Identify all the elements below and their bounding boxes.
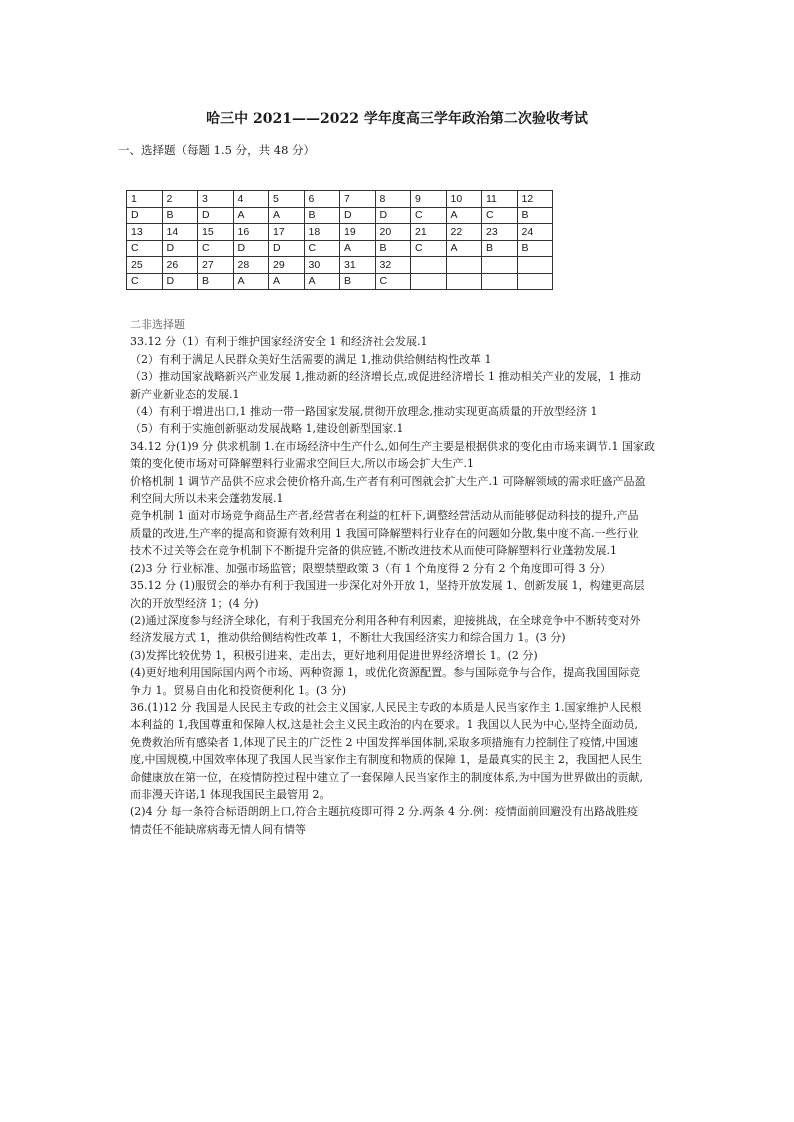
section-heading-nonchoice: 二非选择题: [130, 318, 185, 331]
question-number-cell: 25: [127, 257, 163, 274]
question-number-cell: 17: [269, 224, 305, 241]
answer-cell: C: [411, 240, 447, 257]
section-heading-choice: 一、选择题（每题 1.5 分，共 48 分）: [118, 143, 316, 157]
answer-text-line: （4）有利于增进出口,1 推动一带一路国家发展,贯彻开放理念,推动实现更高质量的开放型经济 1: [130, 405, 598, 419]
answer-cell: B: [482, 240, 518, 257]
answer-cell: C: [127, 273, 163, 290]
question-number-cell: [411, 257, 447, 274]
answer-text-line: （5）有利于实施创新驱动发展战略 1,建设创新型国家.1: [130, 422, 404, 436]
answer-cell: B: [375, 240, 411, 257]
answer-text-line: 策的变化使市场对可降解塑料行业需求空间巨大,所以市场会扩大生产.1: [130, 457, 474, 471]
answer-text-line: 价格机制 1 调节产品供不应求会使价格升高,生产者有利可图就会扩大生产.1 可降解领域的需求旺盛产品盈: [130, 474, 646, 488]
answer-table: [126, 190, 553, 290]
answer-text-line: 新产业新业态的发展.1: [130, 387, 240, 401]
answer-cell: C: [304, 240, 340, 257]
question-number-cell: 1: [127, 191, 163, 208]
question-number-cell: 8: [375, 191, 411, 208]
question-number-row: [127, 191, 553, 208]
question-number-cell: 10: [446, 191, 482, 208]
answer-cell: A: [446, 207, 482, 224]
answer-cell: D: [127, 207, 163, 224]
answer-cell: D: [162, 273, 198, 290]
answer-cell: B: [198, 273, 234, 290]
answer-cell: A: [269, 273, 305, 290]
question-number-cell: 2: [162, 191, 198, 208]
answer-text-line: 33.12 分（1）有利于维护国家经济安全 1 和经济社会发展.1: [130, 335, 428, 349]
answer-text-line: 而非漫天许诺,1 体现我国民主最管用 2。: [130, 787, 331, 801]
answer-text-line: 次的开放型经济 1；(4 分): [130, 596, 259, 610]
answer-cell: D: [233, 240, 269, 257]
answer-cell: A: [340, 240, 376, 257]
answer-text-line: (2)4 分 每一条符合标语朗朗上口,符合主题抗疫即可得 2 分.两条 4 分.例：疫情面前回避没有出路战胜疫: [130, 805, 639, 819]
answer-cell: B: [517, 207, 553, 224]
question-number-cell: 15: [198, 224, 234, 241]
answer-text-line: (4)更好地利用国际国内两个市场、两种资源 1，或优化资源配置。参与国际竞争与合作，提高我国国际竞: [130, 666, 641, 680]
question-number-cell: 26: [162, 257, 198, 274]
answer-cell: C: [375, 273, 411, 290]
answer-text-line: 争力 1。贸易自由化和投资便利化 1。(3 分): [130, 683, 347, 697]
answer-cell: A: [233, 207, 269, 224]
answer-text-body: [130, 316, 678, 838]
answer-text-line: 利空间大所以未来会蓬勃发展.1: [130, 492, 284, 506]
question-number-cell: 21: [411, 224, 447, 241]
answer-text-line: 本利益的 1,我国尊重和保障人权,这是社会主义民主政治的内在要求。1 我国以人民为中心,坚持全面动员,: [130, 718, 638, 732]
answer-text-line: 36.(1)12 分 我国是人民民主专政的社会主义国家,人民民主专政的本质是人民当家作主 1.国家维护人民根: [130, 700, 642, 714]
question-number-cell: 14: [162, 224, 198, 241]
question-number-cell: 20: [375, 224, 411, 241]
question-number-cell: 5: [269, 191, 305, 208]
answer-cell: B: [304, 207, 340, 224]
question-number-cell: 13: [127, 224, 163, 241]
answer-row: [127, 207, 553, 224]
answer-cell: C: [198, 240, 234, 257]
answer-row: [127, 240, 553, 257]
answer-text-line: (2)3 分 行业标准、加强市场监管；限塑禁塑政策 3（有 1 个角度得 2 分有 2 个角度即可得 3 分）: [130, 561, 612, 575]
question-number-cell: 4: [233, 191, 269, 208]
answer-cell: A: [233, 273, 269, 290]
question-number-cell: 19: [340, 224, 376, 241]
answer-row: [127, 273, 553, 290]
answer-cell: A: [446, 240, 482, 257]
answer-cell: A: [269, 207, 305, 224]
question-number-cell: [482, 257, 518, 274]
answer-text-line: 情责任不能缺席病毒无情人间有情等: [130, 822, 306, 836]
answer-text-line: 竞争机制 1 面对市场竞争商品生产者,经营者在利益的杠杆下,调整经营活动从而能够促动科技的提升,产品: [130, 509, 639, 523]
answer-text-line: （3）推动国家战略新兴产业发展 1,推动新的经济增长点,或促进经济增长 1 推动相关产业的发展，1 推动: [130, 370, 641, 384]
question-number-cell: 24: [517, 224, 553, 241]
answer-cell: D: [340, 207, 376, 224]
answer-text-line: 34.12 分(1)9 分 供求机制 1.在市场经济中生产什么,如何生产主要是根据供求的变化由市场来调节.1 国家政: [130, 439, 656, 453]
answer-cell: C: [411, 207, 447, 224]
answer-cell: C: [127, 240, 163, 257]
question-number-row: [127, 224, 553, 241]
answer-cell: [517, 273, 553, 290]
question-number-row: [127, 257, 553, 274]
answer-cell: [411, 273, 447, 290]
answer-cell: D: [198, 207, 234, 224]
answer-cell: [446, 273, 482, 290]
question-number-cell: [517, 257, 553, 274]
question-number-cell: 3: [198, 191, 234, 208]
page-title: 哈三中 2021——2022 学年度高三学年政治第二次验收考试: [206, 111, 588, 127]
question-number-cell: 11: [482, 191, 518, 208]
answer-cell: B: [162, 207, 198, 224]
question-number-cell: 27: [198, 257, 234, 274]
answer-cell: D: [162, 240, 198, 257]
question-number-cell: [446, 257, 482, 274]
question-number-cell: 6: [304, 191, 340, 208]
answer-text-line: 技术不过关等会在竞争机制下不断提升完备的供应链,不断改进技术从而使可降解塑料行业蓬勃发展.1: [130, 544, 617, 558]
question-number-cell: 28: [233, 257, 269, 274]
question-number-cell: 7: [340, 191, 376, 208]
answer-cell: [482, 273, 518, 290]
answer-text-line: 质量的改进,生产率的提高和资源有效利用 1 我国可降解塑料行业存在的问题如分散,集中度不高.一些行业: [130, 526, 639, 540]
question-number-cell: 31: [340, 257, 376, 274]
answer-cell: D: [375, 207, 411, 224]
answer-text-line: 度,中国规模,中国效率体现了我国人民当家作主有制度和物质的保障 1，是最真实的民主 2，我国把人民生: [130, 753, 642, 767]
answer-text-line: 35.12 分 (1)服贸会的举办有利于我国进一步深化对外开放 1，坚持开放发展 1、创新发展 1，构建更高层: [130, 579, 645, 593]
answer-text-line: （2）有利于满足人民群众美好生活需要的满足 1,推动供给侧结构性改革 1: [130, 352, 492, 366]
answer-cell: C: [482, 207, 518, 224]
question-number-cell: 12: [517, 191, 553, 208]
question-number-cell: 32: [375, 257, 411, 274]
question-number-cell: 18: [304, 224, 340, 241]
answer-cell: A: [304, 273, 340, 290]
question-number-cell: 23: [482, 224, 518, 241]
answer-cell: B: [340, 273, 376, 290]
answer-text-line: (2)通过深度参与经济全球化，有利于我国充分利用各种有利因素，迎接挑战，在全球竞争中不断转变对外: [130, 613, 641, 627]
answer-cell: D: [269, 240, 305, 257]
question-number-cell: 16: [233, 224, 269, 241]
answer-text-line: (3)发挥比较优势 1，积极引进来、走出去，更好地利用促进世界经济增长 1。(2 分): [130, 648, 538, 662]
question-number-cell: 30: [304, 257, 340, 274]
question-number-cell: 9: [411, 191, 447, 208]
answer-cell: B: [517, 240, 553, 257]
answer-text-line: 免费救治所有感染者 1,体现了民主的广泛性 2 中国发挥举国体制,采取多项措施有力控制住了疫情,中国速: [130, 735, 638, 749]
question-number-cell: 22: [446, 224, 482, 241]
question-number-cell: 29: [269, 257, 305, 274]
answer-text-line: 命健康放在第一位，在疫情防控过程中建立了一套保障人民当家作主的制度体系,为中国为世界做出的贡献,: [130, 770, 643, 784]
answer-text-line: 经济发展方式 1，推动供给侧结构性改革 1，不断壮大我国经济实力和综合国力 1。(3 分): [130, 631, 566, 645]
